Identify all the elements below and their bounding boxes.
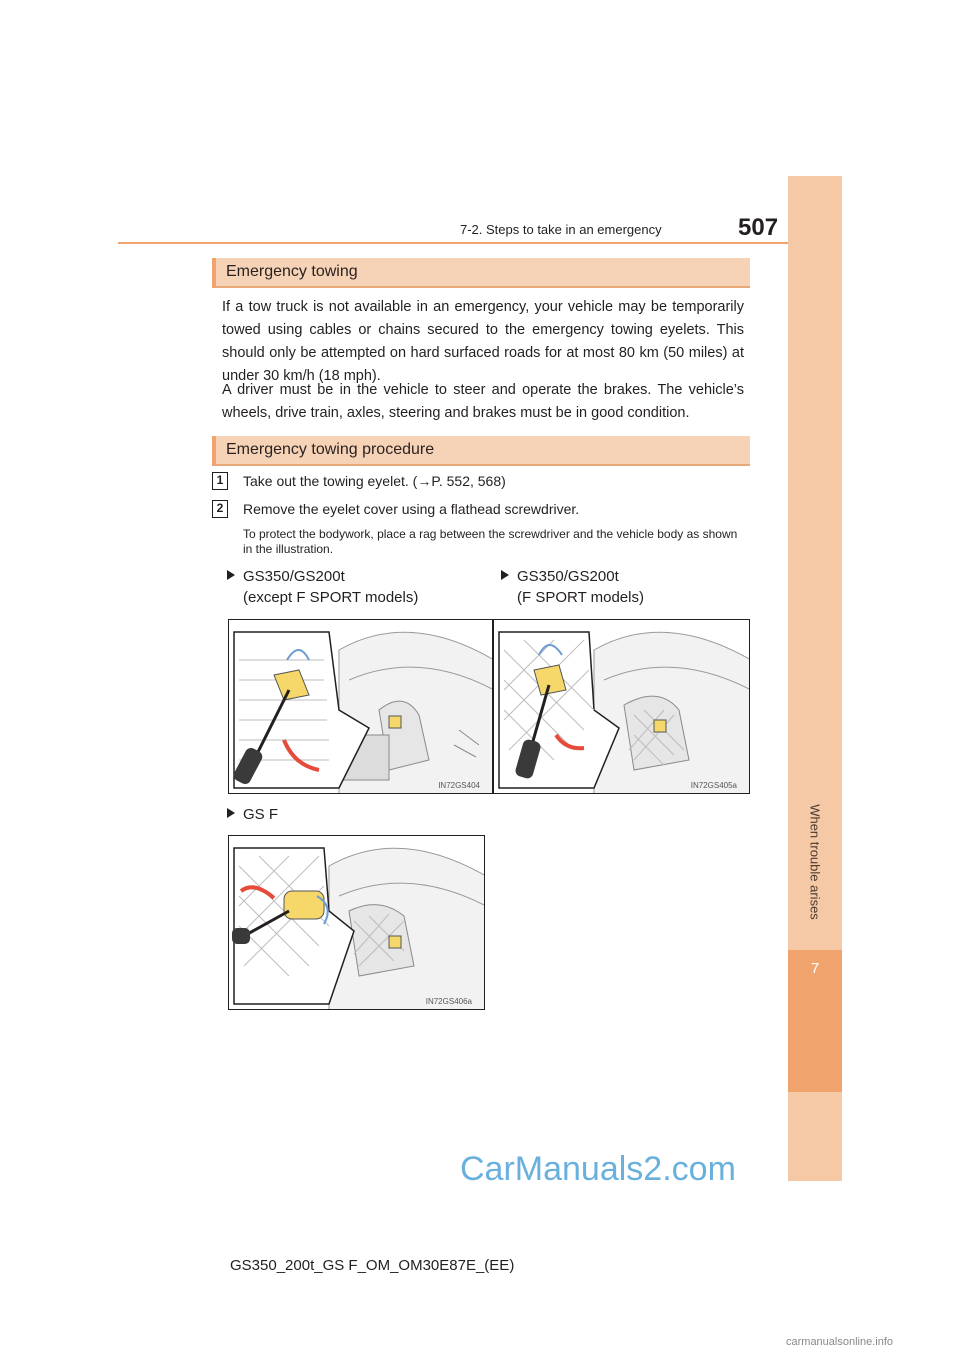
watermark-carmanuals2: CarManuals2.com (460, 1150, 736, 1188)
running-section-title: 7-2. Steps to take in an emergency (460, 222, 662, 237)
figure-code: IN72GS405a (690, 781, 737, 790)
section-heading-text: Emergency towing procedure (226, 441, 435, 458)
figure-code: IN72GS406a (425, 997, 472, 1006)
document-code-footer: GS350_200t_GS F_OM_OM30E87E_(EE) (230, 1257, 515, 1274)
section-heading-towing-procedure (212, 436, 750, 466)
chapter-number-tab (788, 950, 842, 1092)
watermark-carmanualsonline: carmanualsonline.info (786, 1336, 894, 1348)
paragraph-driver-requirements: A driver must be in the vehicle to steer and operate the brakes. The vehicle’s wheels, drive train, axles, steering and brakes must be in good condition. (222, 382, 744, 421)
paragraph-towing-conditions: If a tow truck is not available in an emergency, your vehicle may be temporarily towed using cables or chains secured to the emergency towing eyelets. This should only be attempted on hard surfaced roads for at most 80 km (50 miles) at under 30 km/h (18 mph). (222, 299, 744, 384)
figure-code: IN72GS404 (438, 781, 480, 790)
section-heading-text: Emergency towing (226, 263, 358, 280)
step-number-1: 1 (212, 472, 228, 490)
step-number-2: 2 (212, 500, 228, 518)
model-label-gs350-fsport: GS350/GS200t (F SPORT models) (517, 566, 644, 608)
section-heading-emergency-towing (212, 258, 750, 288)
step-text-2: Remove the eyelet cover using a flathead screwdriver. (243, 501, 580, 517)
chapter-number: 7 (810, 960, 820, 977)
illustration-gs350-standard (228, 619, 493, 794)
chapter-title: When trouble arises (807, 804, 823, 920)
step-note-2: To protect the bodywork, place a rag between the screwdriver and the vehicle body as shown in the illustration. (243, 527, 738, 556)
model-label-gs350-standard: GS350/GS200t (except F SPORT models) (243, 566, 418, 608)
illustration-gs350-fsport (493, 619, 750, 794)
model-label-gsf: GS F (243, 804, 278, 825)
bullet-triangle-icon (227, 808, 235, 818)
page-number: 507 (738, 214, 779, 241)
bullet-triangle-icon (501, 570, 509, 580)
bullet-triangle-icon (227, 570, 235, 580)
step-text-1: Take out the towing eyelet. (→P. 552, 568) (243, 473, 506, 489)
header-rule (118, 242, 788, 244)
illustration-gsf (228, 835, 485, 1010)
